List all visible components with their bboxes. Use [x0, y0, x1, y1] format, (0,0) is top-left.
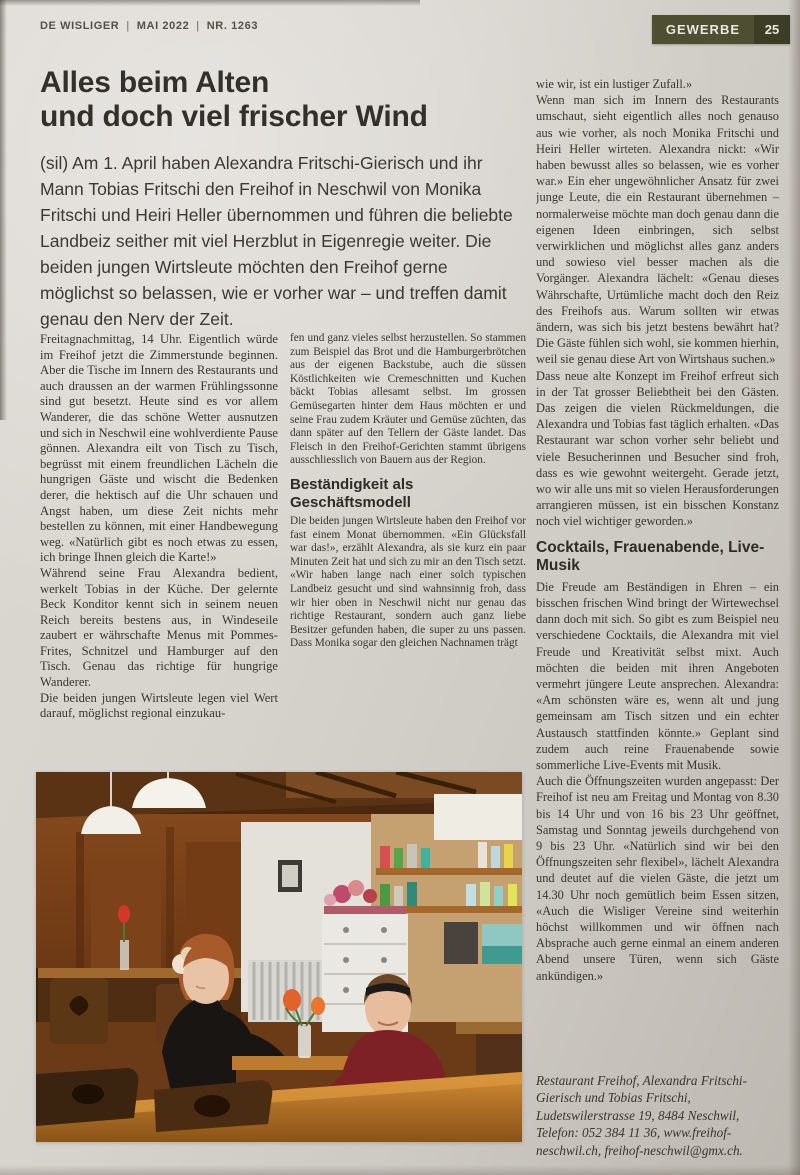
subheading-bestaendigkeit: Beständigkeit als Geschäftsmodell [290, 475, 414, 511]
publication-name: DE WISLIGER [40, 20, 120, 32]
body-column-3 [536, 76, 779, 1064]
paragraph: Die beiden jungen Wirtsleute haben den Freihof vor fast einem Monat übernommen. «Ein Glücksfall war das!», erzählt Alexandra, als sie kurz ein paar Minuten Zeit hat und sich zu mir an den Tisch setzt. «Wir haben lange nach einer solch typischen Landbeiz gesucht und sind wahnsinnig froh, dass wir hier oben in Neschwil nicht nur genau das richtige Restaurant, sondern auch ganz liebe Besitzer gefunden haben, die super zu uns passen. Dass Monika sogar den gleichen Nachnamen trägt [290, 514, 526, 650]
section-label: GEWERBE [652, 15, 754, 44]
header-meta [40, 20, 258, 32]
right-table [456, 1022, 522, 1034]
page-edge-shadow-top [0, 0, 420, 6]
article-title [40, 66, 540, 134]
contact-info: Restaurant Freihof, Alexandra Fritschi-Gierisch und Tobias Fritschi, Ludetswilerstrasse 19, 8484 Neschwil, Telefon: 052 384 11 36, www.freihof-neschwil.ch, freihof-neschwil@gmx.ch. [536, 1073, 747, 1158]
page-edge-shadow-bottom [0, 1165, 800, 1175]
framed-picture [278, 860, 302, 892]
page-edge-shadow-right [788, 0, 800, 1175]
issue-number: NR. 1263 [206, 20, 259, 32]
paragraph: Auch die Öffnungszeiten wurden angepasst: Der Freihof ist neu am Freitag und Montag von 8.30 bis 14 Uhr und von 16 bis 23 Uhr geöffnet, Samstag und Sonntag jeweils durchgehend von 9 bis 23 Uhr. «Natürlich sind wir bei den Öffnungszeiten sehr flexibel», lächelt Alexandra und deutet auf die vielen Gäste, die jetzt um 14.30 Uhr noch gemütlich beim Essen sitzen, «Auch die Wisliger Vereine sind weiterhin höchst willkommen und wir öffnen nach Absprache auch gerne einmal an einem anderen Abend unsere Türen, wenn sich Gäste ankündigen.» [536, 774, 779, 983]
paragraph: Dass neue alte Konzept im Freihof erfreut sich in der Tat grosser Beliebtheit bei den Gästen. Das zeigen die vielen Rückmeldungen, die Alexandra und Tobias fast täglich erhalten. «Das Restaurant war schon vorher sehr beliebt und viele Besucherinnen und Besucher sind froh, dass es wie gewohnt weitergeht. Gerade jetzt, wo wir alle uns mit so vielen Herausforderungen arrangieren müssen, ist ein bisschen Konstanz noch viel wichtiger geworden.» [536, 368, 779, 529]
paragraph: Während seine Frau Alexandra bedient, werkelt Tobias in der Küche. Der gelernte Beck Konditor kennt sich in seinem neuen Reich bereits bestens aus, in Windeseile zaubert er währschafte Menus mit Pommes-Frites, Schnitzel und Hamburger auf den Tisch. Genau das richtige für hungrige Wanderer. [40, 565, 278, 690]
page-edge-shadow-left [0, 0, 7, 420]
subheading-cocktails: Cocktails, Frauenabende, Live-Musik [536, 538, 765, 574]
paragraph: Die beiden jungen Wirtsleute legen viel Wert darauf, möglichst regional einzukau- [40, 690, 278, 721]
article-photo [36, 772, 522, 1142]
paragraph: wie wir, ist ein lustiger Zufall.» [536, 77, 693, 91]
meta-separator: | [126, 20, 130, 32]
paragraph: Freitagnachmittag, 14 Uhr. Eigentlich würde im Freihof jetzt die Zimmerstunde beginnen. Aber die Tische im Innern des Restaurants und auch draussen an der warmen Frühlingssonne sind gut besetzt. Heute sind es vor allem Wanderer, die das schöne Wetter ausnutzen und sich in Neschwil eine wohlverdiente Pause gönnen. Alexandra eilt von Tisch zu Tisch, begrüsst mit einem freundlichen Lächeln die hungrigen Gäste und wischt die Bedenken derer, die hektisch auf die Uhr schauen und Angst haben, um diese Zeit nichts mehr bestellen zu können, mit einer Handbewegung weg. «Natürlich gibt es noch etwas zu essen, ich bringe Ihnen gleich die Karte!» [40, 332, 278, 565]
article-title-line1: Alles beim Alten [40, 66, 270, 99]
page-number: 25 [754, 15, 790, 44]
paragraph: Wenn man sich im Innern des Restaurants umschaut, sieht eigentlich alles noch genauso aus wie vorher, als noch Monika Fritschi und Heiri Heller wirteten. Alexandra nickt: «Wir haben bewusst alles so belassen, wie es vorher war.» Ein eher ungewöhnlicher Ansatz für zwei junge Leute, die ein Restaurant übernehmen – normalerweise möchte man doch genau dann die eigenen Ideen einbringen, sich selbst verwirklichen und möglichst alles ganz anders und sowieso viel besser machen als die Vorgänger. Alexandra lächelt: «Genau dieses Währschafte, Urtümliche macht doch den Reiz des Freihofs aus. Warum sollten wir etwas ändern, was sich bis jetzt bestens bewährt hat? Die Gäste fühlen sich wohl, sie kommen hierhin, weil sie genau diese Art von Wirtshaus suchen.» [536, 93, 779, 367]
meta-separator: | [196, 20, 200, 32]
paragraph: Die Freude am Beständigen in Ehren – ein bisschen frischen Wind bringt der Wirtewechsel dann doch mit sich. So gibt es zum Beispiel neu verschiedene Cocktails, die Alexandra mit viel Freude und Kreativität selbst mixt. Auch möchten die beiden mit ihren Angeboten vermehrt jüngere Leute ansprechen. Alexandra: «Am schönsten wäre es, wenn alt und jung gemeinsam am Tisch sitzen und ein echter Austausch stattfinden könnte.» Geplant sind zudem auch reine Frauenabende sowie sommerliche Live-Events mit Musik. [536, 579, 779, 772]
body-column-1 [40, 332, 278, 770]
body-column-2 [290, 332, 526, 770]
article-title-line2: und doch viel frischer Wind [40, 100, 428, 133]
lead-paragraph: (sil) Am 1. April haben Alexandra Fritschi-Gierisch und ihr Mann Tobias Fritschi den Freihof in Neschwil von Monika Fritschi und Heiri Heller übernommen und führen die beliebte Landbeiz seither mit viel Herzblut in Eigenregie weiter. Die beiden jungen Wirtsleute möchten den Freihof gerne möglichst so belassen, wie er vorher war – und treffen damit genau den Nerv der Zeit. [40, 153, 513, 329]
paragraph: fen und ganz vieles selbst herzustellen. So stammen zum Beispiel das Brot und die Hamburgerbrötchen aus der eigenen Backstube, auch die süssen Köstlichkeiten wie Cremeschnitten und Kuchen bäckt Tobias allesamt selbst. Im grossen Gemüsegarten hinter dem Haus möchten er und seine Frau zudem Kräuter und Gemüse züchten, das dann später auf den Tellern der Gäste landet. Das Fleisch in den Freihof-Gerichten stammt übrigens ausschliesslich von Bauern aus der Region. [290, 332, 526, 467]
section-badge [652, 15, 790, 44]
menu-board [434, 794, 522, 840]
issue-date: MAI 2022 [136, 20, 190, 32]
